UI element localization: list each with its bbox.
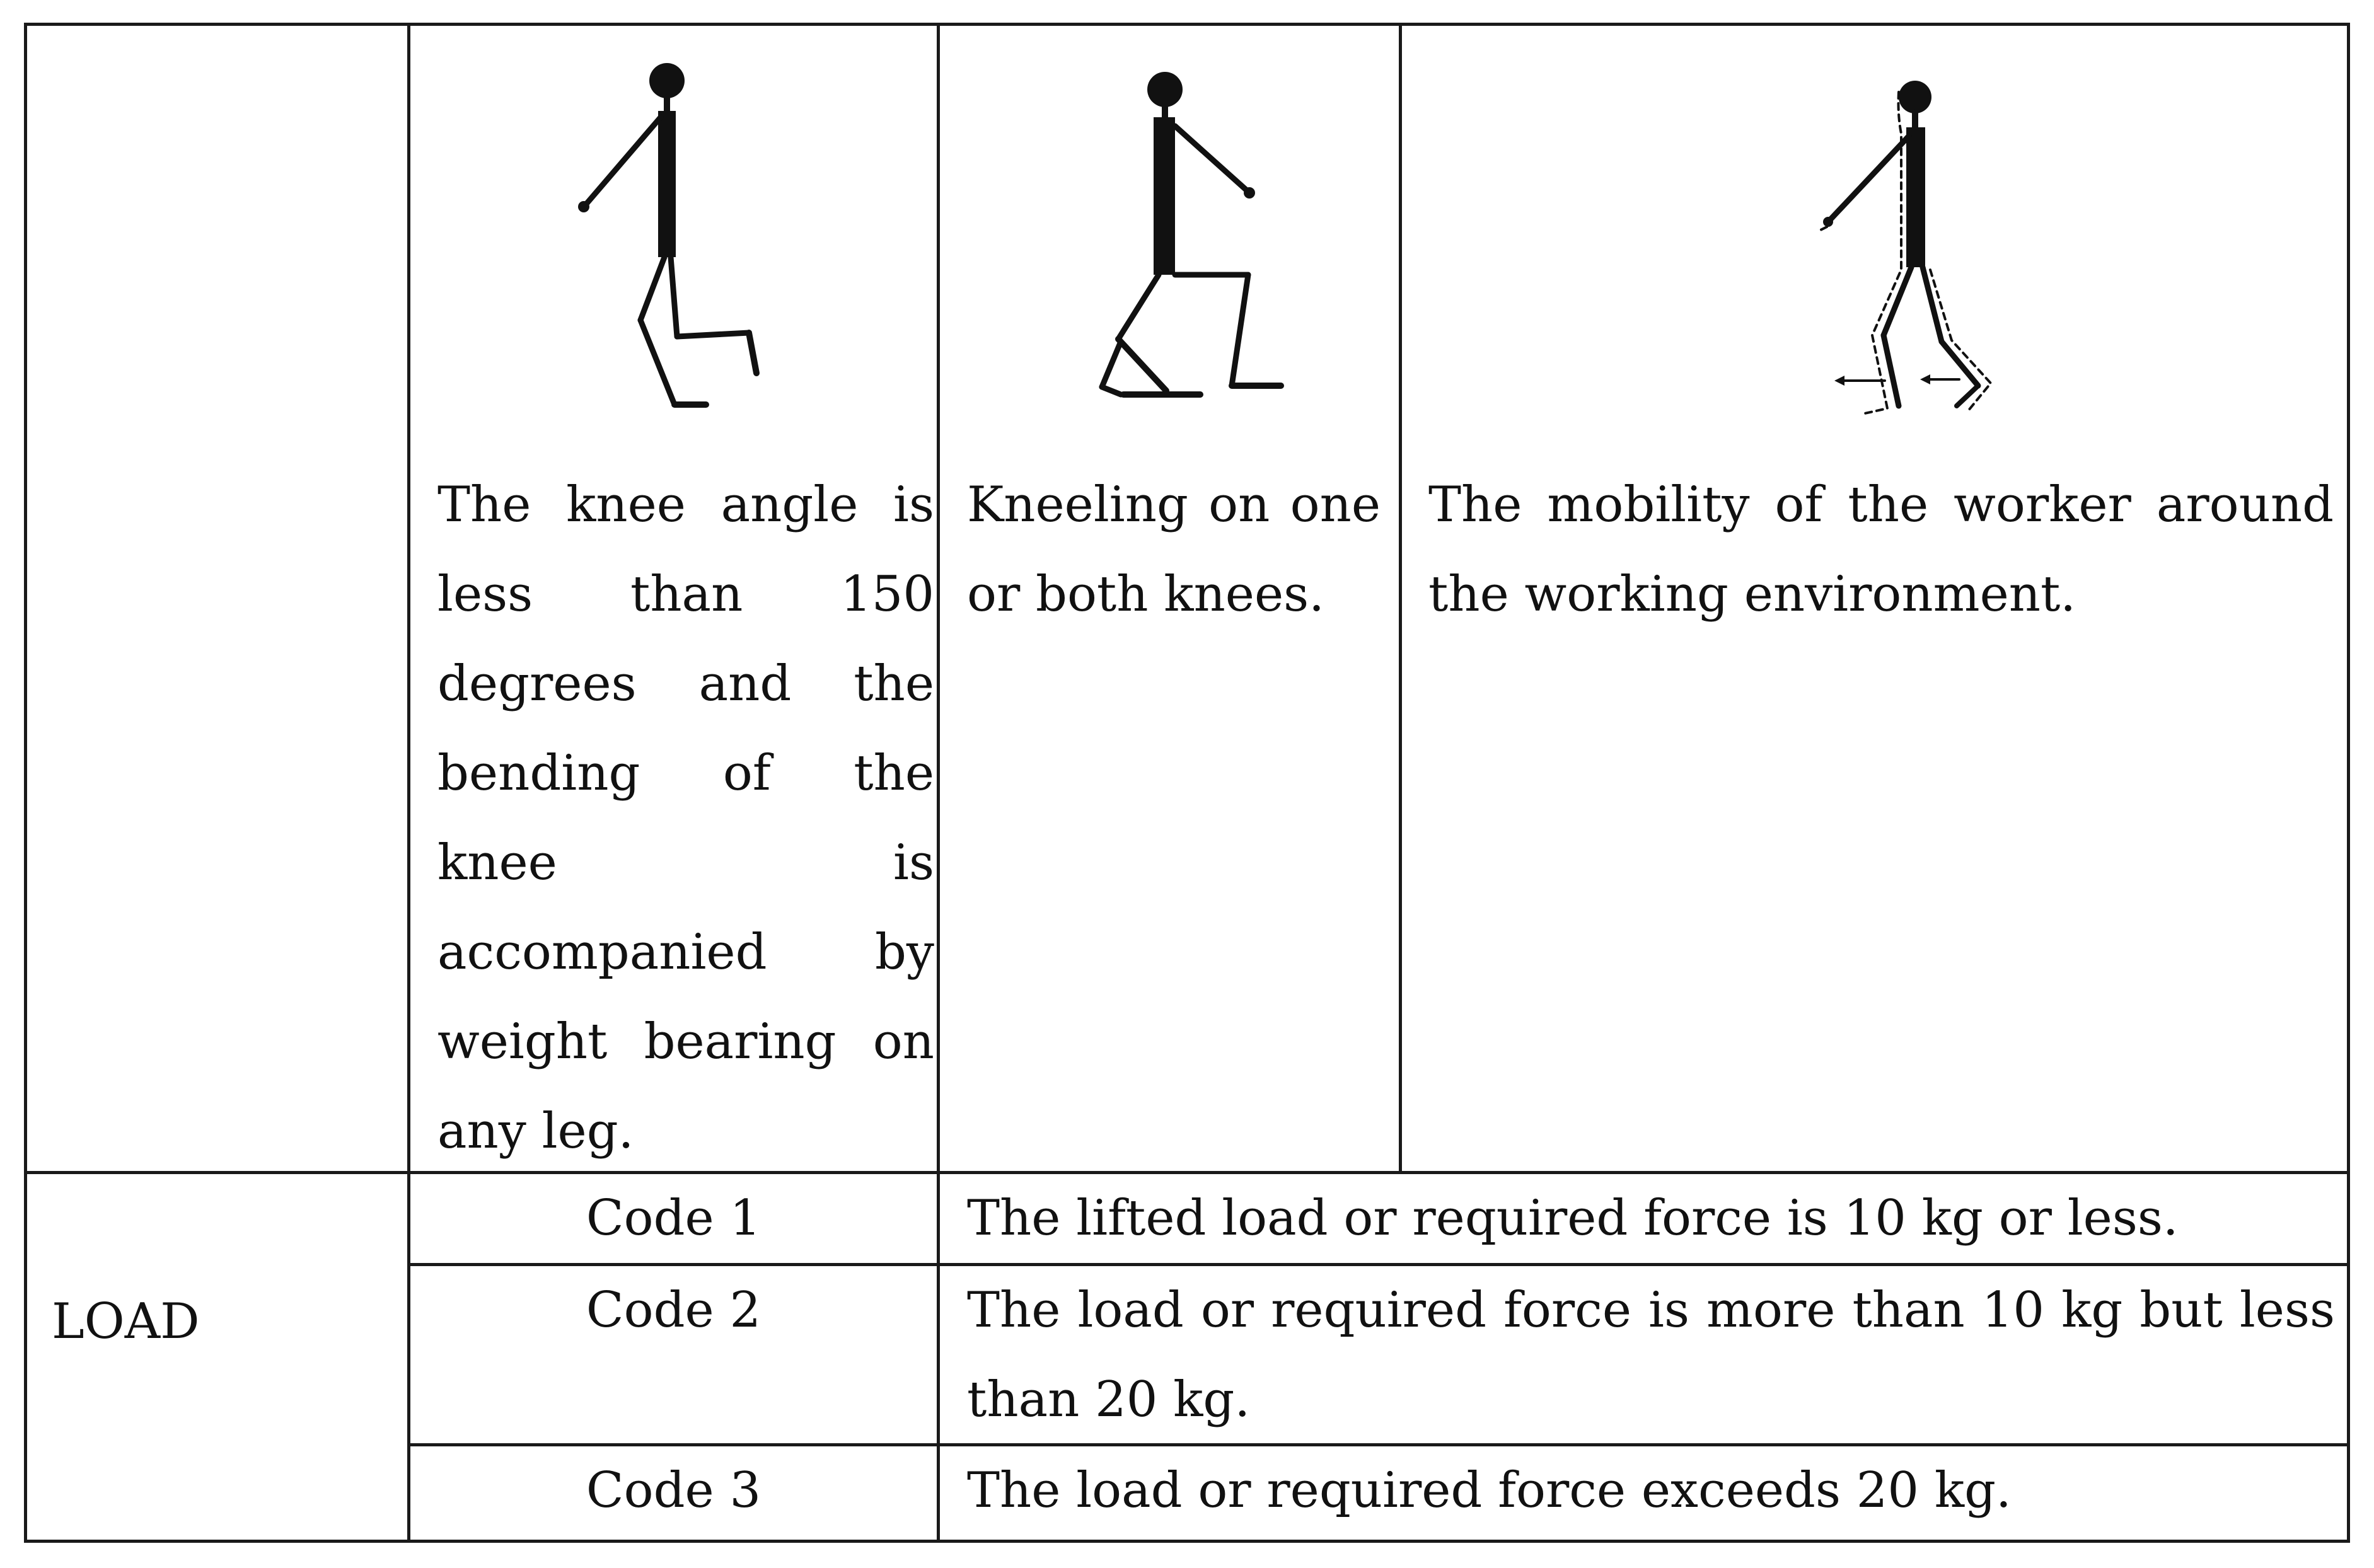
posture-description-kneeling: Kneeling on one or both knees. (967, 476, 1381, 623)
load-description-code-3: The load or required force exceeds 20 kg. (967, 1462, 2012, 1519)
load-code-2: Code 2 (586, 1282, 761, 1339)
table-divider-col3 (1399, 23, 1402, 1172)
load-description-code-1: The lifted load or required force is 10 kg or less. (967, 1190, 2179, 1247)
load-code-1: Code 1 (586, 1190, 761, 1247)
table-border-top (24, 23, 2350, 26)
posture-load-table (24, 23, 2350, 1543)
stick-figure-kneeling-icon (1058, 67, 1323, 432)
table-border-left (24, 23, 27, 1543)
table-border-right (2347, 23, 2350, 1543)
load-label: LOAD (52, 1293, 200, 1350)
posture-description-walking: The mobility of the worker around the working environment. (1428, 476, 2334, 623)
stick-figure-knee-bent-icon (541, 61, 806, 439)
stick-figure-walking-icon (1764, 71, 2029, 436)
load-description-code-2: The load or required force is more than 10 kg but less than 20 kg. (967, 1282, 2335, 1428)
table-border-bottom (24, 1540, 2350, 1543)
load-code-3: Code 3 (586, 1462, 761, 1519)
posture-description-knee-bent: The knee angle is less than 150 degrees and the bending of the knee is accompanied by weight bearing on any leg. (437, 476, 934, 1160)
table-divider-col2 (937, 23, 940, 1543)
